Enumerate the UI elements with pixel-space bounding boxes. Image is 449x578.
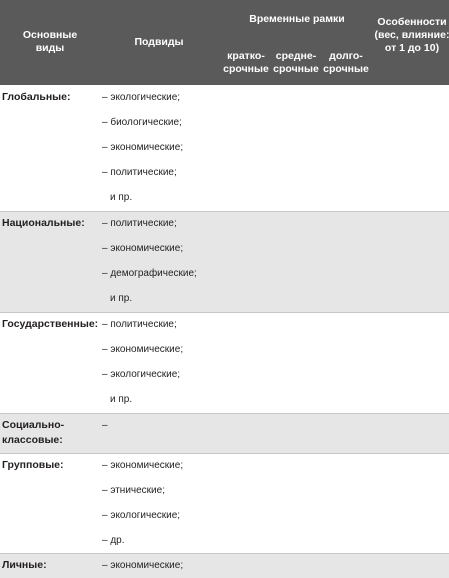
category-national: Национальные: (2, 217, 85, 229)
category-group: Групповые: (2, 459, 64, 471)
category-social-class: Социально-классовые: (2, 419, 65, 446)
list-item: – экономические; (102, 344, 184, 355)
list-item: – экологические; (102, 510, 181, 521)
list-item: и пр. (110, 293, 133, 304)
row-divider (0, 211, 449, 212)
list-item: – этнические; (102, 485, 165, 496)
header-long-term: долго-срочные (323, 50, 369, 75)
row-divider (0, 453, 449, 454)
list-item: – экономические; (102, 460, 184, 471)
category-state: Государственные: (2, 318, 99, 330)
row-divider (0, 553, 449, 554)
list-item: и пр. (110, 394, 133, 405)
list-item: – экономические; (102, 142, 184, 153)
list-item: – политические; (102, 218, 177, 229)
category-global: Глобальные: (2, 91, 71, 103)
header-time-frames: Временные рамки (249, 13, 345, 25)
list-item: – биологические; (102, 117, 182, 128)
header-short-term: кратко-срочные (223, 50, 269, 75)
header-features: Особенности (вес, влияние: от 1 до 10) (374, 16, 449, 54)
list-item: – демографические; (102, 268, 197, 279)
row-divider (0, 413, 449, 414)
list-item: – экономические; (102, 560, 184, 571)
row-band-personal (0, 553, 449, 578)
category-personal: Личные: (2, 559, 47, 571)
header-mid-term: средне-срочные (273, 50, 319, 75)
table-header (0, 0, 449, 85)
header-main-types: Основные виды (22, 29, 78, 54)
list-item: – политические; (102, 319, 177, 330)
header-subtypes: Подвиды (134, 36, 184, 48)
list-item: и пр. (110, 192, 133, 203)
list-item: – др. (102, 535, 125, 546)
list-item: – политические; (102, 167, 177, 178)
list-item: – (102, 420, 108, 431)
list-item: – экологические; (102, 369, 181, 380)
list-item: – экологические; (102, 92, 181, 103)
row-divider (0, 312, 449, 313)
list-item: – экономические; (102, 243, 184, 254)
